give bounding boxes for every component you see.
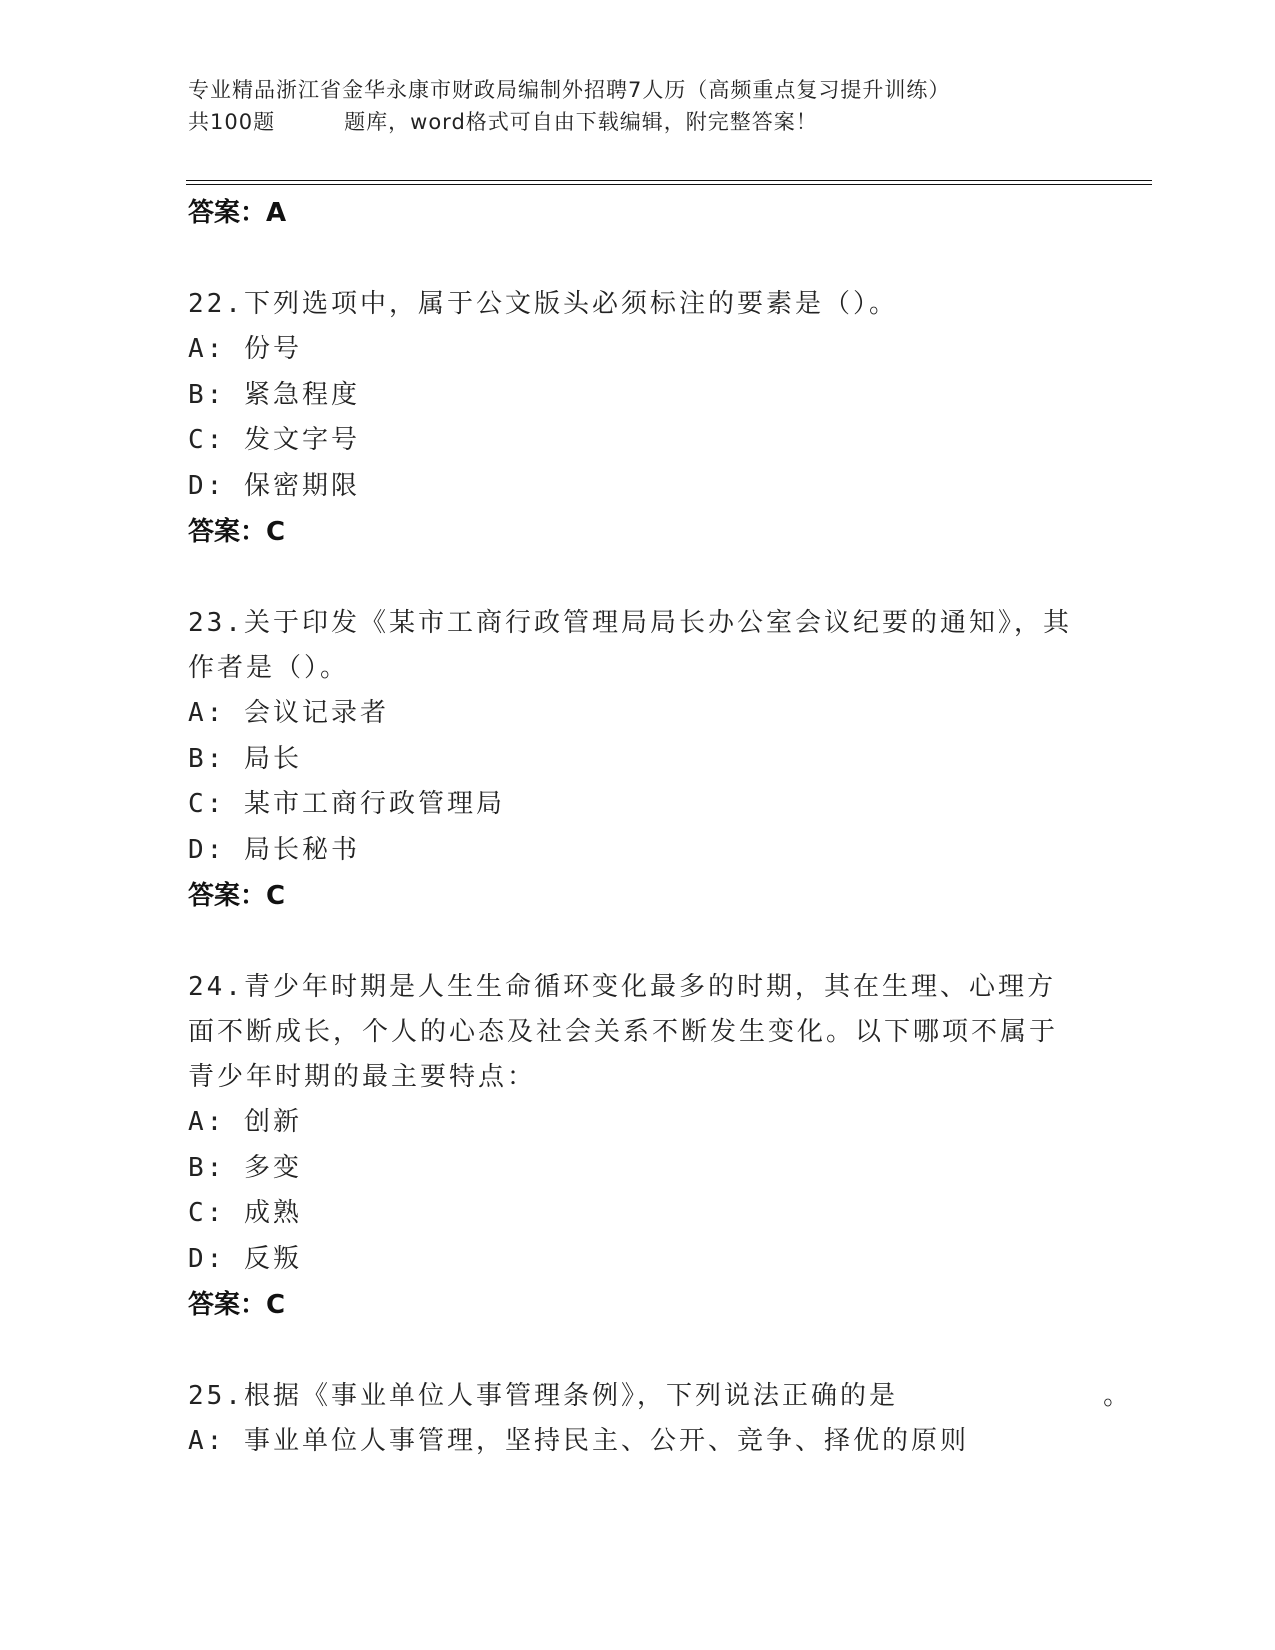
question-block xyxy=(188,965,1088,1328)
option-a: A: 事业单位人事管理，坚持民主、公开、竞争、择优的原则 xyxy=(188,1426,969,1456)
question-title: 25.根据《事业单位人事管理条例》，下列说法正确的是 。 xyxy=(188,1381,1133,1411)
spacer xyxy=(188,236,1088,282)
question-list xyxy=(188,190,1133,1465)
option-d: D: 反叛 xyxy=(188,1243,302,1274)
answer-line: 答案：C xyxy=(188,1290,286,1320)
question-block xyxy=(188,1374,1133,1465)
answer-line: 答案：A xyxy=(188,198,287,228)
question-title: 23.关于印发《某市工商行政管理局局长办公室会议纪要的通知》，其作者是（）。 xyxy=(188,608,1072,683)
option-a: A: 份号 xyxy=(188,334,302,364)
question-title: 24.青少年时期是人生生命循环变化最多的时期，其在生理、心理方面不断成长，个人的心态及社会关系不断发生变化。以下哪项不属于青少年时期的最主要特点： xyxy=(188,972,1059,1092)
option-c: C: 发文字号 xyxy=(188,425,360,455)
option-a: A: 创新 xyxy=(188,1107,302,1137)
option-d: D: 保密期限 xyxy=(188,470,360,501)
spacer xyxy=(188,555,1088,601)
question-title: 22.下列选项中，属于公文版头必须标注的要素是（）。 xyxy=(188,289,898,319)
option-c: C: 某市工商行政管理局 xyxy=(188,789,505,819)
question-block xyxy=(188,282,1088,555)
header-title-line: 专业精品浙江省金华永康市财政局编制外招聘7人历（高频重点复习提升训练） xyxy=(188,78,951,102)
option-c: C: 成熟 xyxy=(188,1198,302,1228)
spacer xyxy=(188,919,1088,965)
option-b: B: 紧急程度 xyxy=(188,379,360,410)
question-block xyxy=(188,601,1088,919)
option-a: A: 会议记录者 xyxy=(188,698,389,728)
option-b: B: 多变 xyxy=(188,1152,302,1183)
option-d: D: 局长秘书 xyxy=(188,834,360,865)
answer-line: 答案：C xyxy=(188,517,286,547)
header-rule-top xyxy=(186,180,1152,181)
header-subtitle-line: 共100题 题库，word格式可自由下载编辑，附完整答案！ xyxy=(188,110,818,134)
answer-line: 答案：C xyxy=(188,881,286,911)
option-b: B: 局长 xyxy=(188,743,302,774)
spacer xyxy=(188,1328,1088,1374)
header-rule-bottom xyxy=(186,184,1152,185)
page-header xyxy=(188,74,1088,138)
